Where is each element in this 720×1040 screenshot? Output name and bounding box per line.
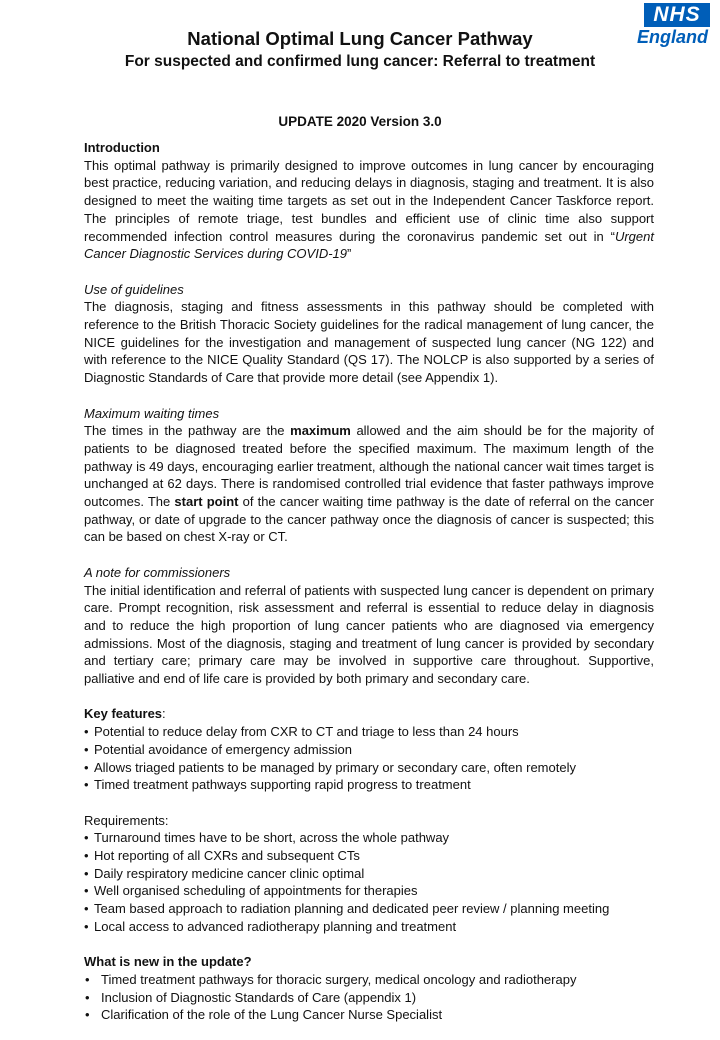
requirements-list bbox=[84, 829, 654, 935]
requirement-item: • Team based approach to radiation planning and dedicated peer review / planning meeting bbox=[84, 900, 654, 918]
whats-new-item: • Timed treatment pathways for thoracic surgery, medical oncology and radiotherapy bbox=[84, 971, 654, 989]
nhs-logo-england: England bbox=[637, 27, 708, 47]
waiting-text-3: of the cancer waiting time pathway is the date of referral on the cancer pathway, or date of upgrade to the cancer pathway once the diagnosis of cancer is suspected; this can be based on chest X-ray or CT. bbox=[84, 494, 654, 545]
requirement-item: • Hot reporting of all CXRs and subsequent CTs bbox=[84, 847, 654, 865]
waiting-bold-maximum: maximum bbox=[290, 423, 351, 439]
requirement-item: • Daily respiratory medicine cancer clinic optimal bbox=[84, 865, 654, 883]
intro-end: ” bbox=[347, 246, 352, 262]
waiting-bold-start-point: start point bbox=[174, 494, 239, 510]
waiting-text-2: allowed and the aim should be for the majority of patients to be diagnosed treated before the specified maximum. The maximum length of the pathway is 49 days, encouraging earlier treatment, although the national cancer wait times target is unchanged at 62 days. There is randomised controlled trial evidence that faster pathways improve outcomes. The bbox=[84, 423, 654, 510]
key-feature-item: • Timed treatment pathways supporting rapid progress to treatment bbox=[84, 776, 654, 794]
whats-new-heading: What is new in the update? bbox=[84, 954, 252, 970]
key-feature-item: • Potential avoidance of emergency admission bbox=[84, 741, 654, 759]
version-label: UPDATE 2020 Version 3.0 bbox=[278, 114, 442, 129]
page-title: National Optimal Lung Cancer Pathway bbox=[187, 28, 533, 49]
waiting-paragraph bbox=[84, 422, 654, 546]
key-feature-item: • Allows triaged patients to be managed by primary or secondary care, often remotely bbox=[84, 759, 654, 777]
whats-new-item: • Inclusion of Diagnostic Standards of Care (appendix 1) bbox=[84, 989, 654, 1007]
commissioners-paragraph: The initial identification and referral of patients with suspected lung cancer is dependent on primary care. Prompt recognition, risk assessment and referral is essential to reduce delay in diagnosis and to reduce the high proportion of lung cancer patients who are diagnosed via emergency admissions. Most of the diagnosis, staging and treatment of lung cancer is provided by secondary and tertiary care; primary care may be involved in supportive care throughout. Supportive, palliative and end of life care is provided by both primary and secondary care. bbox=[84, 582, 654, 687]
requirement-item: • Well organised scheduling of appointments for therapies bbox=[84, 882, 654, 900]
commissioners-heading: A note for commissioners bbox=[84, 564, 231, 580]
requirement-item: • Turnaround times have to be short, across the whole pathway bbox=[84, 829, 654, 847]
requirement-item: • Local access to advanced radiotherapy planning and treatment bbox=[84, 918, 654, 936]
key-features-title: Key features bbox=[84, 706, 163, 722]
key-features-heading bbox=[84, 705, 654, 723]
intro-heading: Introduction bbox=[84, 140, 160, 155]
intro-reference: Urgent Cancer Diagnostic Services during COVID-19 bbox=[84, 228, 654, 262]
guidelines-heading: Use of guidelines bbox=[84, 281, 184, 297]
key-features-colon: : bbox=[162, 706, 166, 722]
key-feature-item: • Potential to reduce delay from CXR to CT and triage to less than 24 hours bbox=[84, 723, 654, 741]
guidelines-paragraph: The diagnosis, staging and fitness assessments in this pathway should be completed with reference to the British Thoracic Society guidelines for the radical management of lung cancer, the NICE guidelines for the investigation and management of suspected lung cancer (NG 122) and with reference to the NICE Quality Standard (QS 17). The NOLCP is also supported by a series of Diagnostic Standards of Care that provide more detail (see Appendix 1). bbox=[84, 299, 654, 386]
whats-new-list bbox=[84, 971, 654, 1024]
key-features-list bbox=[84, 723, 654, 794]
requirements-heading: Requirements: bbox=[84, 812, 169, 828]
waiting-text-1: The times in the pathway are the bbox=[84, 423, 291, 439]
waiting-heading: Maximum waiting times bbox=[84, 405, 220, 421]
nhs-logo-box: NHS bbox=[644, 3, 710, 27]
intro-text: This optimal pathway is primarily designed to improve outcomes in lung cancer by encouraging best practice, reducing variation, and reducing delays in diagnosis, staging and treatment. It is also designed to meet the waiting time targets as set out in the Independent Cancer Taskforce report. The principles of remote triage, test bundles and efficient use of clinic time also support recommended infection control measures during the coronavirus pandemic set out in “ bbox=[84, 157, 654, 244]
page-subtitle: For suspected and confirmed lung cancer: Referral to treatment bbox=[124, 53, 596, 70]
document-body bbox=[84, 139, 654, 1024]
intro-paragraph bbox=[84, 157, 654, 263]
whats-new-item: • Clarification of the role of the Lung Cancer Nurse Specialist bbox=[84, 1006, 654, 1024]
